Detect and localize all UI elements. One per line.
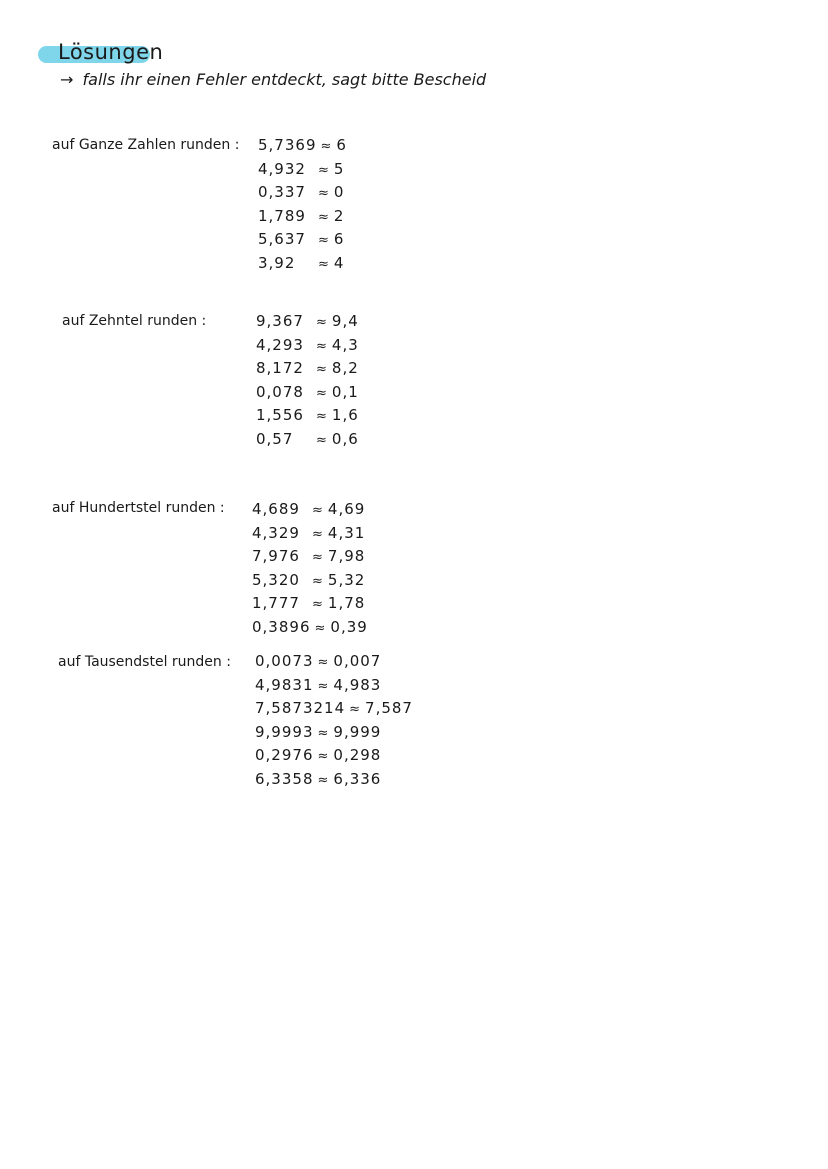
rounded-value: 9,999 bbox=[333, 722, 382, 741]
rounded-value: 6,336 bbox=[333, 769, 382, 788]
original-value: 6,3358 bbox=[255, 769, 314, 788]
approx-symbol: ≈ bbox=[316, 432, 328, 448]
rounded-value: 4,31 bbox=[327, 523, 366, 542]
approx-symbol: ≈ bbox=[312, 550, 324, 565]
list-item bbox=[255, 650, 413, 674]
approx-symbol: ≈ bbox=[349, 702, 362, 717]
rounded-value: 7,98 bbox=[327, 547, 366, 565]
list-item bbox=[258, 205, 347, 229]
approx-symbol: ≈ bbox=[314, 620, 327, 636]
approx-symbol: ≈ bbox=[317, 725, 330, 741]
original-value: 8,172 bbox=[256, 359, 304, 377]
section-label-hundredths: auf Hundertstel runden : bbox=[52, 500, 225, 516]
rounded-value: 6 bbox=[333, 230, 345, 248]
list-item bbox=[255, 697, 413, 721]
approx-symbol: ≈ bbox=[312, 573, 324, 589]
original-value: 4,689 bbox=[252, 500, 300, 518]
rounded-value: 2 bbox=[333, 206, 345, 225]
approx-symbol: ≈ bbox=[317, 655, 330, 670]
section-list-tenths bbox=[256, 310, 359, 451]
list-item bbox=[255, 721, 413, 745]
section-list-thousandths bbox=[255, 650, 413, 791]
title-block bbox=[38, 40, 163, 64]
approx-symbol: ≈ bbox=[318, 162, 330, 178]
original-value: 1,556 bbox=[256, 406, 304, 424]
original-value: 0,2976 bbox=[255, 746, 314, 764]
list-item bbox=[256, 404, 359, 428]
page-title: Lösungen bbox=[58, 40, 164, 64]
approx-symbol: ≈ bbox=[316, 385, 328, 401]
original-value: 7,976 bbox=[252, 547, 300, 565]
original-value: 0,0073 bbox=[255, 652, 314, 670]
list-item bbox=[258, 158, 347, 182]
approx-symbol: ≈ bbox=[317, 678, 330, 694]
original-value: 5,637 bbox=[258, 230, 306, 248]
section-label-thousandths: auf Tausendstel runden : bbox=[58, 654, 231, 670]
rounded-value: 0,6 bbox=[331, 429, 359, 448]
original-value: 9,367 bbox=[256, 312, 304, 330]
original-value: 1,777 bbox=[252, 594, 300, 612]
approx-symbol: ≈ bbox=[320, 139, 333, 154]
note-text: falls ihr einen Fehler entdeckt, sagt bitte Bescheid bbox=[82, 70, 487, 89]
list-item bbox=[252, 569, 368, 593]
original-value: 7,5873214 bbox=[255, 699, 346, 717]
list-item bbox=[252, 522, 368, 546]
approx-symbol: ≈ bbox=[316, 315, 328, 330]
original-value: 0,3896 bbox=[252, 617, 311, 636]
approx-symbol: ≈ bbox=[317, 772, 330, 788]
rounded-value: 4,3 bbox=[331, 335, 359, 354]
list-item bbox=[256, 381, 359, 405]
list-item bbox=[256, 357, 359, 381]
section-list-whole-numbers bbox=[258, 134, 347, 275]
section-label-whole-numbers: auf Ganze Zahlen runden : bbox=[52, 137, 240, 153]
list-item bbox=[258, 134, 347, 158]
original-value: 5,320 bbox=[252, 570, 300, 589]
rounded-value: 4,983 bbox=[333, 675, 382, 694]
approx-symbol: ≈ bbox=[318, 186, 330, 201]
list-item bbox=[255, 744, 413, 768]
original-value: 4,932 bbox=[258, 159, 306, 178]
approx-symbol: ≈ bbox=[316, 362, 328, 377]
rounded-value: 1,6 bbox=[331, 406, 359, 424]
rounded-value: 0,007 bbox=[333, 652, 382, 670]
section-label-tenths: auf Zehntel runden : bbox=[62, 313, 207, 329]
original-value: 0,57 bbox=[256, 429, 294, 448]
original-value: 4,329 bbox=[252, 523, 300, 542]
rounded-value: 8,2 bbox=[331, 359, 359, 377]
approx-symbol: ≈ bbox=[312, 503, 324, 518]
arrow-right-icon: → bbox=[60, 70, 74, 89]
approx-symbol: ≈ bbox=[318, 209, 330, 225]
list-item bbox=[252, 545, 368, 569]
section-list-hundredths bbox=[252, 498, 368, 639]
original-value: 0,337 bbox=[258, 183, 306, 201]
original-value: 3,92 bbox=[258, 253, 296, 272]
list-item bbox=[256, 334, 359, 358]
rounded-value: 1,78 bbox=[327, 594, 366, 612]
approx-symbol: ≈ bbox=[318, 256, 330, 272]
list-item bbox=[258, 228, 347, 252]
rounded-value: 0,39 bbox=[330, 617, 368, 636]
rounded-value: 0,1 bbox=[331, 382, 359, 401]
list-item bbox=[258, 181, 347, 205]
rounded-value: 0,298 bbox=[333, 746, 382, 764]
list-item bbox=[256, 310, 359, 334]
rounded-value: 5 bbox=[333, 159, 345, 178]
rounded-value: 9,4 bbox=[331, 312, 359, 330]
original-value: 5,7369 bbox=[258, 136, 317, 154]
list-item bbox=[258, 252, 347, 276]
list-item bbox=[252, 616, 368, 640]
rounded-value: 5,32 bbox=[327, 570, 366, 589]
approx-symbol: ≈ bbox=[316, 338, 328, 354]
rounded-value: 7,587 bbox=[365, 699, 413, 717]
list-item bbox=[255, 768, 413, 792]
original-value: 9,9993 bbox=[255, 722, 314, 741]
approx-symbol: ≈ bbox=[316, 409, 328, 424]
rounded-value: 4 bbox=[333, 253, 345, 272]
approx-symbol: ≈ bbox=[312, 526, 324, 542]
original-value: 4,293 bbox=[256, 335, 304, 354]
original-value: 0,078 bbox=[256, 382, 304, 401]
rounded-value: 0 bbox=[333, 183, 345, 201]
approx-symbol: ≈ bbox=[317, 749, 330, 764]
approx-symbol: ≈ bbox=[318, 233, 330, 248]
list-item bbox=[256, 428, 359, 452]
list-item bbox=[252, 592, 368, 616]
original-value: 1,789 bbox=[258, 206, 306, 225]
rounded-value: 4,69 bbox=[327, 500, 366, 518]
approx-symbol: ≈ bbox=[312, 597, 324, 612]
list-item bbox=[252, 498, 368, 522]
list-item bbox=[255, 674, 413, 698]
note-line bbox=[60, 70, 486, 89]
rounded-value: 6 bbox=[336, 136, 347, 154]
original-value: 4,9831 bbox=[255, 675, 314, 694]
